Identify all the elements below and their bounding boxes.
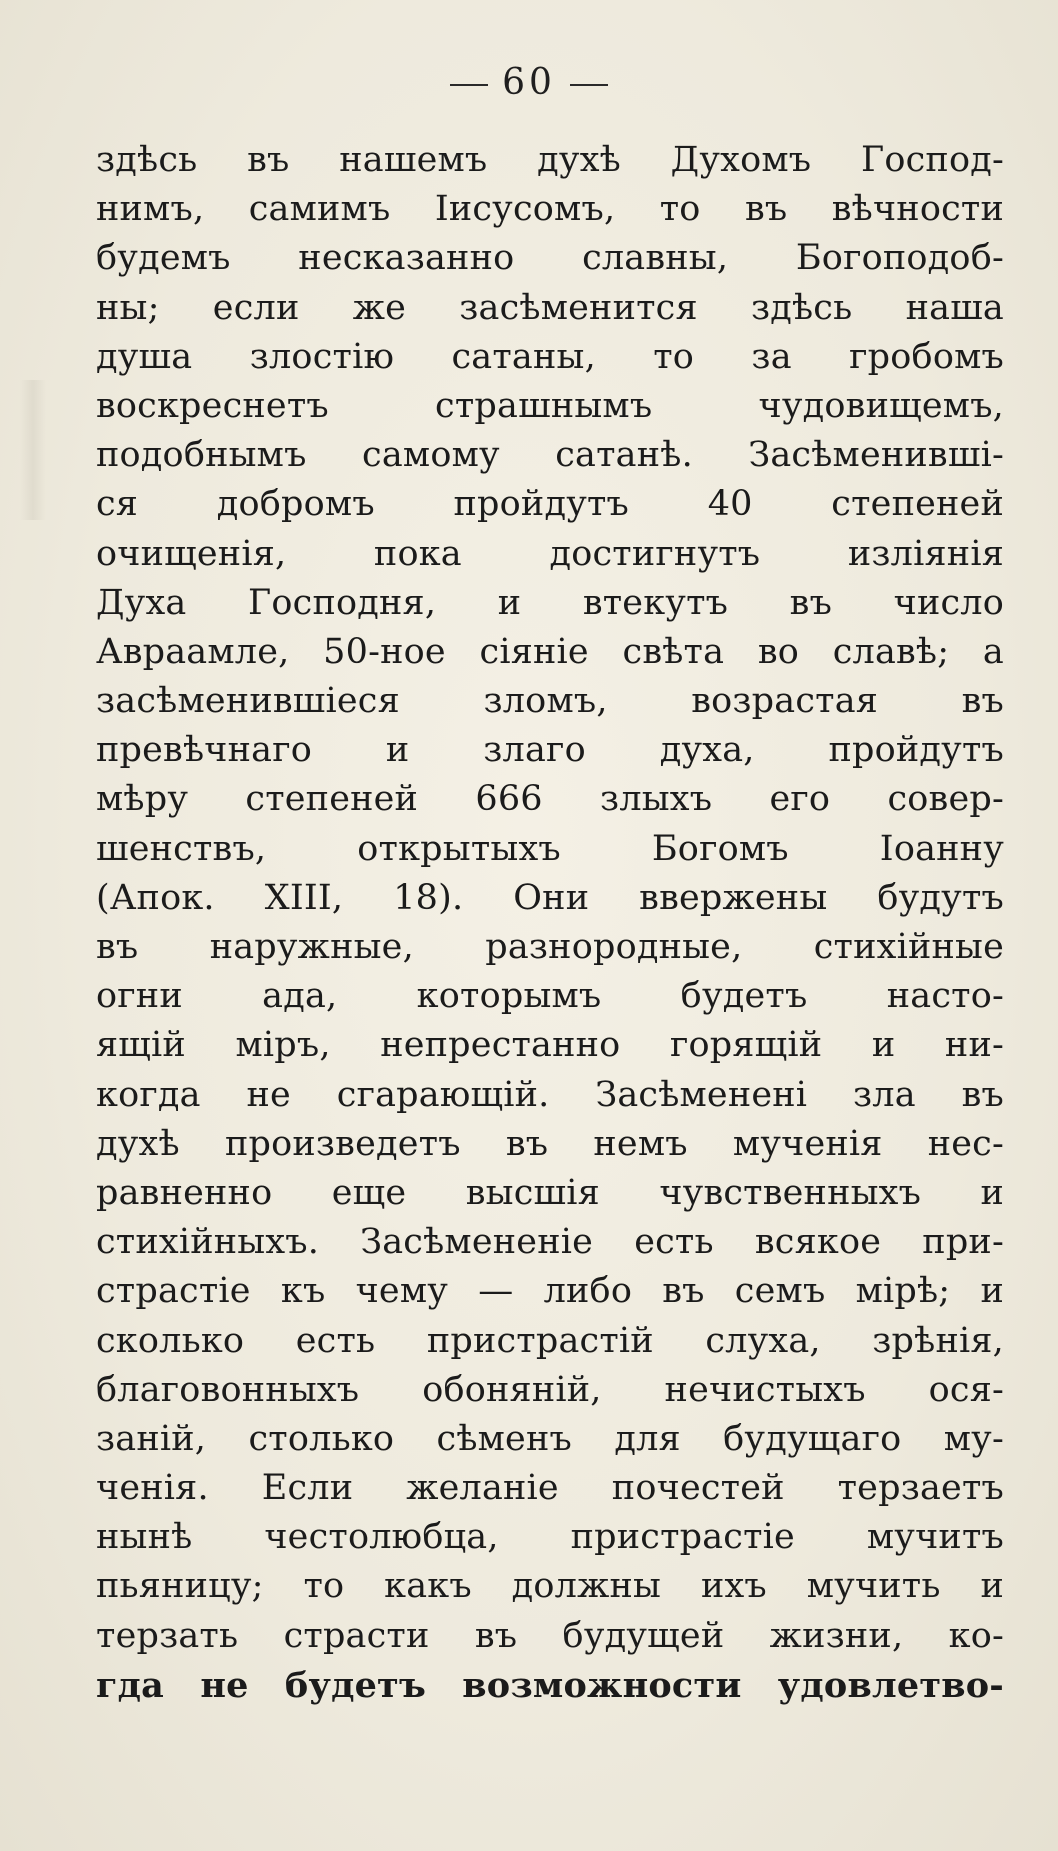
text-line: (Апок. XIII, 18). Они ввержены будутъ: [96, 877, 1004, 918]
bleed-through-mark: [20, 380, 46, 520]
text-line: ны; если же засѣменится здѣсь наша: [96, 287, 1004, 328]
text-line: равненно еще высшія чувственныхъ и: [96, 1172, 1004, 1213]
text-line: ченія. Если желаніе почестей терзаетъ: [96, 1468, 1004, 1509]
text-line: ся добромъ пройдутъ 40 степеней: [96, 484, 1004, 525]
text-line: Духа Господня, и втекутъ въ число: [96, 582, 1004, 623]
body-text: [96, 136, 1004, 1710]
text-line: здѣсь въ нашемъ духѣ Духомъ Господ-: [96, 140, 1004, 180]
text-line: нимъ, самимъ Іисусомъ, то въ вѣчности: [96, 189, 1004, 230]
text-line: когда не сгарающій. Засѣменені зла въ: [96, 1074, 1004, 1115]
text-line: стихійныхъ. Засѣмененіе есть всякое при-: [96, 1222, 1004, 1263]
text-line: благовонныхъ обоняній, нечистыхъ ося-: [96, 1369, 1004, 1410]
text-line: мѣру степеней 666 злыхъ его совер-: [96, 779, 1004, 820]
text-line: нынѣ честолюбца, пристрастіе мучитъ: [96, 1517, 1004, 1558]
text-line: сколько есть пристрастій слуха, зрѣнія,: [96, 1320, 1004, 1361]
text-line: гда не будетъ возможности удовлетво-: [96, 1664, 1004, 1706]
page-header: [0, 62, 1058, 103]
text-line: подобнымъ самому сатанѣ. Засѣменивші-: [96, 435, 1004, 476]
text-line: будемъ несказанно славны, Богоподоб-: [96, 238, 1004, 279]
text-line: воскреснетъ страшнымъ чудовищемъ,: [96, 385, 1004, 426]
text-line: засѣменившіеся зломъ, возрастая въ: [96, 681, 1004, 722]
text-line: очищенія, пока достигнутъ изліянія: [96, 533, 1004, 574]
text-line: духѣ произведетъ въ немъ мученія нес-: [96, 1123, 1004, 1164]
text-line: терзать страсти въ будущей жизни, ко-: [96, 1615, 1004, 1656]
text-line: шенствъ, открытыхъ Богомъ Іоанну: [96, 828, 1004, 869]
page-number: 60: [502, 62, 556, 103]
text-line: душа злостію сатаны, то за гробомъ: [96, 336, 1004, 377]
text-line: страстіе къ чему — либо въ семъ мірѣ; и: [96, 1271, 1004, 1312]
text-line: превѣчнаго и злаго духа, пройдутъ: [96, 730, 1004, 771]
text-line: ящій міръ, непрестанно горящій и ни-: [96, 1025, 1004, 1066]
text-line: огни ада, которымъ будетъ насто-: [96, 976, 1004, 1017]
text-line: Авраамле, 50-ное сіяніе свѣта во славѣ; а: [96, 631, 1004, 672]
text-line: заній, столько сѣменъ для будущаго му-: [96, 1418, 1004, 1459]
header-dash-left: [450, 84, 488, 86]
header-dash-right: [570, 84, 608, 86]
text-line: въ наружные, разнородные, стихійные: [96, 927, 1004, 967]
text-line: пьяницу; то какъ должны ихъ мучить и: [96, 1566, 1004, 1607]
